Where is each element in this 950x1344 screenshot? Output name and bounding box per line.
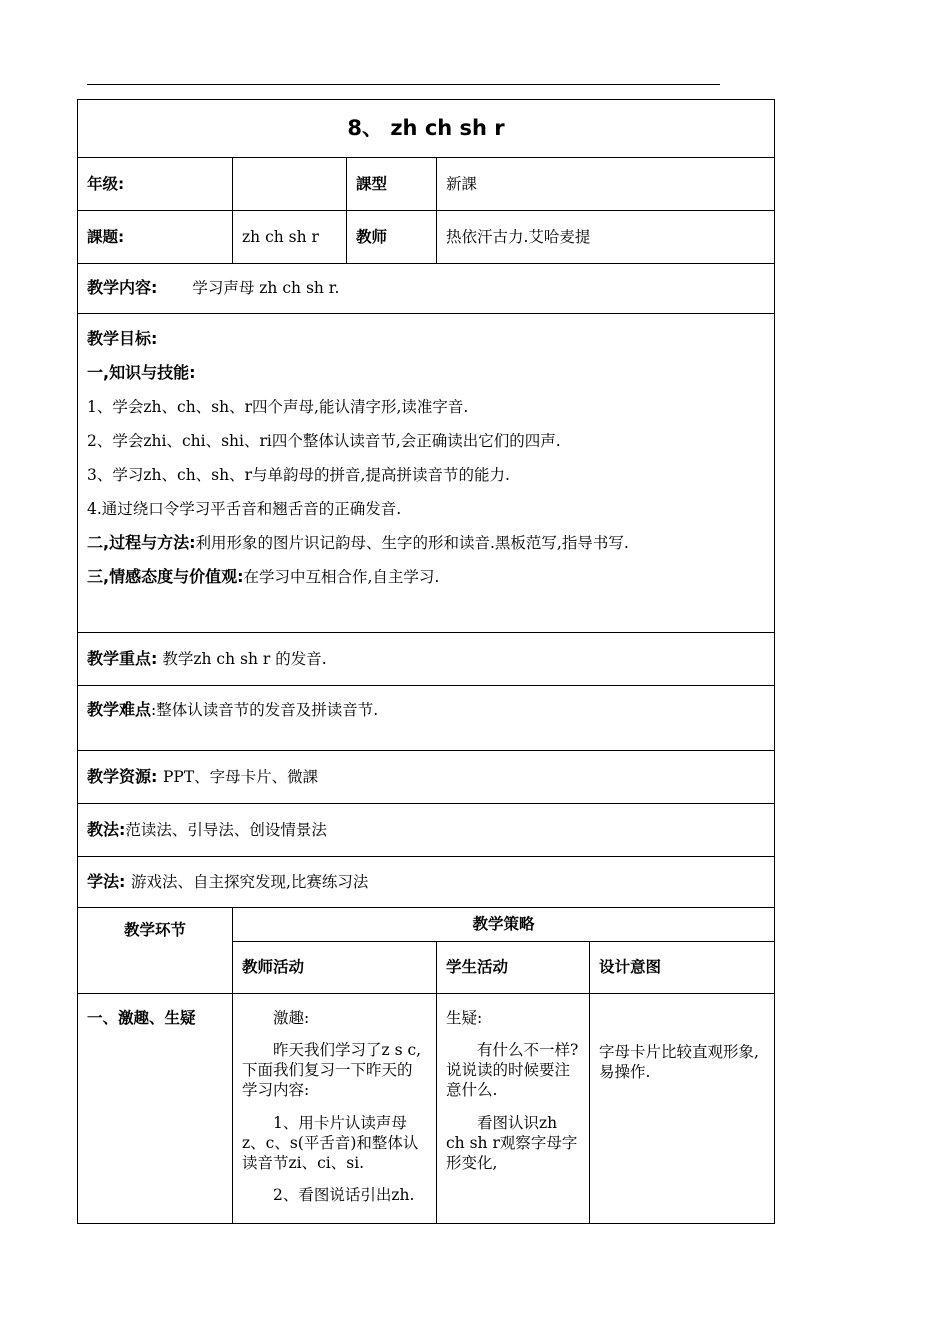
- objective-item: 3、学习zh、ch、sh、r与单韵母的拼音,提高拼读音节的能力.: [87, 466, 510, 484]
- student-activity-line: 生疑:: [446, 1009, 483, 1027]
- resources: [78, 751, 775, 804]
- teaching-method: [78, 804, 775, 857]
- student-activity-cell: [437, 994, 590, 1224]
- objectives-label: 教学目标:: [87, 329, 158, 348]
- teacher-activity-line: 昨天我们学习了z s c,下面我们复习一下昨天的学习内容:: [242, 1041, 422, 1100]
- topic-label: 課题:: [78, 211, 233, 264]
- teacher-activity-cell: [233, 994, 437, 1224]
- difficulty: [78, 686, 775, 751]
- learning-method-value: 游戏法、自主探究发现,比赛练习法: [130, 872, 369, 891]
- design-intent-cell: 字母卡片比较直观形象,易操作.: [590, 994, 775, 1224]
- design-intent-header: 设计意图: [590, 942, 775, 994]
- process-heading: 二,过程与方法:: [87, 533, 196, 552]
- teaching-objectives: [78, 314, 775, 633]
- attitude-heading: 三,情感态度与价值观:: [87, 567, 244, 586]
- student-activity-header: 学生活动: [437, 942, 590, 994]
- difficulty-value: :整体认读音节的发音及拼读音节.: [151, 701, 379, 719]
- lesson-type-label: 課型: [347, 158, 437, 211]
- topic-value: zh ch sh r: [233, 211, 347, 264]
- resources-value: PPT、字母卡片、微課: [162, 767, 319, 786]
- header-rule: [87, 84, 720, 85]
- objective-item: 1、学会zh、ch、sh、r四个声母,能认清字形,读准字音.: [87, 398, 469, 416]
- teaching-content-label: 教学内容:: [87, 278, 158, 298]
- teaching-content: [78, 264, 775, 314]
- student-activity-line: 看图认识zh ch sh r观察字母字形变化,: [446, 1113, 578, 1172]
- grade-label: 年级:: [78, 158, 233, 211]
- grade-value: [233, 158, 347, 211]
- difficulty-label: 教学难点: [87, 700, 152, 719]
- stage-header: 教学环节: [78, 908, 233, 994]
- resources-label: 教学资源:: [87, 766, 163, 786]
- attitude-text: 在学习中互相合作,自主学习.: [243, 568, 440, 586]
- teaching-content-value: 学习声母 zh ch sh r.: [192, 279, 340, 298]
- page-title: 8、 zh ch sh r: [78, 100, 775, 158]
- objective-item: 4.通过绕口令学习平舌音和翘舌音的正确发音.: [87, 500, 402, 518]
- teacher-label: 教师: [347, 211, 437, 264]
- learning-method-label: 学法:: [87, 871, 131, 891]
- strategy-header: 教学策略: [233, 908, 775, 942]
- key-point-label: 教学重点:: [87, 648, 158, 668]
- teacher-activity-line: 2、看图说话引出zh.: [273, 1185, 415, 1204]
- teacher-activity-line: 1、用卡片认读声母z、c、s(平舌音)和整体认读音节zi、ci、si.: [242, 1113, 419, 1172]
- teaching-method-value: 范读法、引导法、创设情景法: [125, 820, 327, 839]
- key-point-value: 教学zh ch sh r 的发音.: [157, 649, 327, 668]
- stage-cell: 一、激趣、生疑: [78, 994, 233, 1224]
- key-point: [78, 633, 775, 686]
- learning-method: [78, 857, 775, 908]
- teaching-method-label: 教法:: [87, 819, 126, 839]
- knowledge-heading: 一,知识与技能:: [87, 363, 196, 382]
- objective-item: 2、学会zhi、chi、shi、ri四个整体认读音节,会正确读出它们的四声.: [87, 432, 561, 450]
- lesson-type-value: 新課: [437, 158, 775, 211]
- teacher-activity-line: 激趣:: [273, 1009, 310, 1027]
- student-activity-line: 有什么不一样?说说读的时候要注意什么.: [446, 1041, 579, 1100]
- teacher-name: 热依汗古力.艾哈麦提: [437, 211, 775, 264]
- lesson-plan-table: [77, 99, 775, 1224]
- process-text: 利用形象的图片识记韵母、生字的形和读音.黑板范写,指导书写.: [195, 534, 629, 552]
- teacher-activity-header: 教师活动: [233, 942, 437, 994]
